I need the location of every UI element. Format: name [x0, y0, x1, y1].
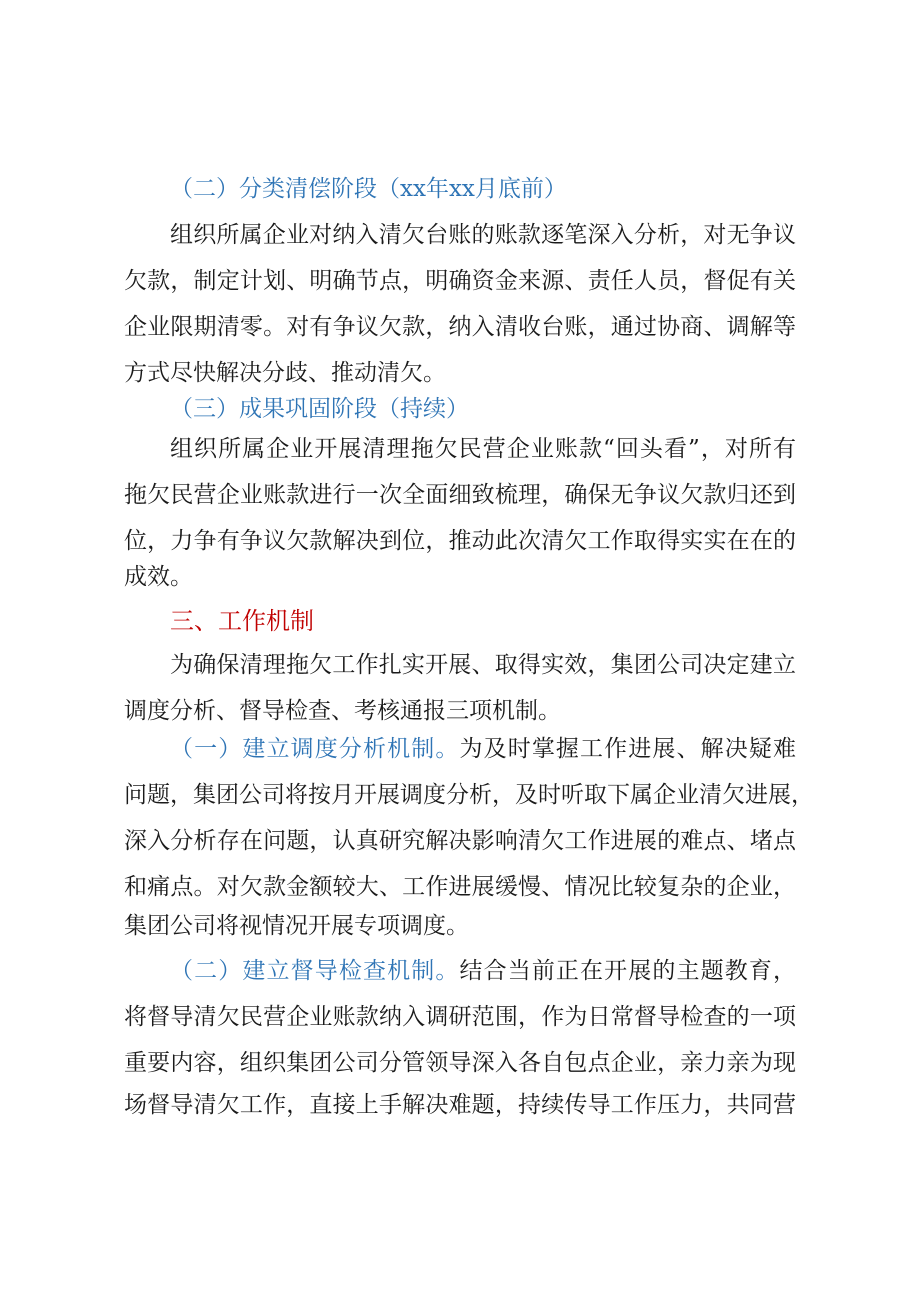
paragraph-line: 调度分析、督导检查、考核通报三项机制。: [124, 698, 561, 724]
paragraph-line: 组织所属企业开展清理拖欠民营企业账款“回头看”，对所有: [170, 436, 796, 462]
paragraph-line: 重要内容，组织集团公司分管领导深入各自包点企业，亲力亲为现: [124, 1050, 796, 1076]
paragraph-line: 企业限期清零。对有争议欠款，纳入清收台账，通过协商、调解等: [124, 314, 796, 340]
paragraph-line: 和痛点。对欠款金额较大、工作进展缓慢、情况比较复杂的企业，: [124, 874, 796, 900]
mechanism-1-text: 为及时掌握工作进展、解决疑难: [459, 736, 797, 762]
paragraph-line: 为确保清理拖欠工作扎实开展、取得实效，集团公司决定建立: [170, 652, 796, 678]
paragraph-line: 集团公司将视情况开展专项调度。: [124, 913, 469, 939]
paragraph-line: 位，力争有争议欠款解决到位，推动此次清欠工作取得实实在在的: [124, 528, 796, 554]
paragraph-line: 将督导清欠民营企业账款纳入调研范围，作为日常督导检查的一项: [124, 1004, 796, 1030]
paragraph-line: 欠款，制定计划、明确节点，明确资金来源、责任人员，督促有关: [124, 268, 796, 294]
mechanism-1-heading: （一）建立调度分析机制。: [170, 736, 460, 762]
mechanism-2-text: 结合当前正在开展的主题教育，: [459, 958, 797, 984]
subsection-heading-3: （三）成果巩固阶段（持续）: [170, 396, 469, 422]
paragraph-line: 组织所属企业对纳入清欠台账的账款逐笔深入分析，对无争议: [170, 222, 796, 248]
paragraph-line: 成效。: [124, 564, 193, 590]
paragraph-line: 深入分析存在问题，认真研究解决影响清欠工作进展的难点、堵点: [124, 828, 796, 854]
mechanism-2-heading: （二）建立督导检查机制。: [170, 958, 460, 984]
section-title: 三、工作机制: [170, 607, 314, 635]
paragraph-line: 问题，集团公司将按月开展调度分析，及时听取下属企业清欠进展，: [124, 782, 814, 808]
paragraph-line: 方式尽快解决分歧、推动清欠。: [124, 360, 446, 386]
paragraph-line: 拖欠民营企业账款进行一次全面细致梳理，确保无争议欠款归还到: [124, 482, 796, 508]
mechanism-2-first-line: [170, 948, 796, 994]
mechanism-1-first-line: [170, 726, 796, 772]
paragraph-line: 场督导清欠工作，直接上手解决难题，持续传导工作压力，共同营: [124, 1092, 796, 1118]
subsection-heading-2: （二）分类清偿阶段（xx年xx月底前）: [170, 176, 567, 202]
